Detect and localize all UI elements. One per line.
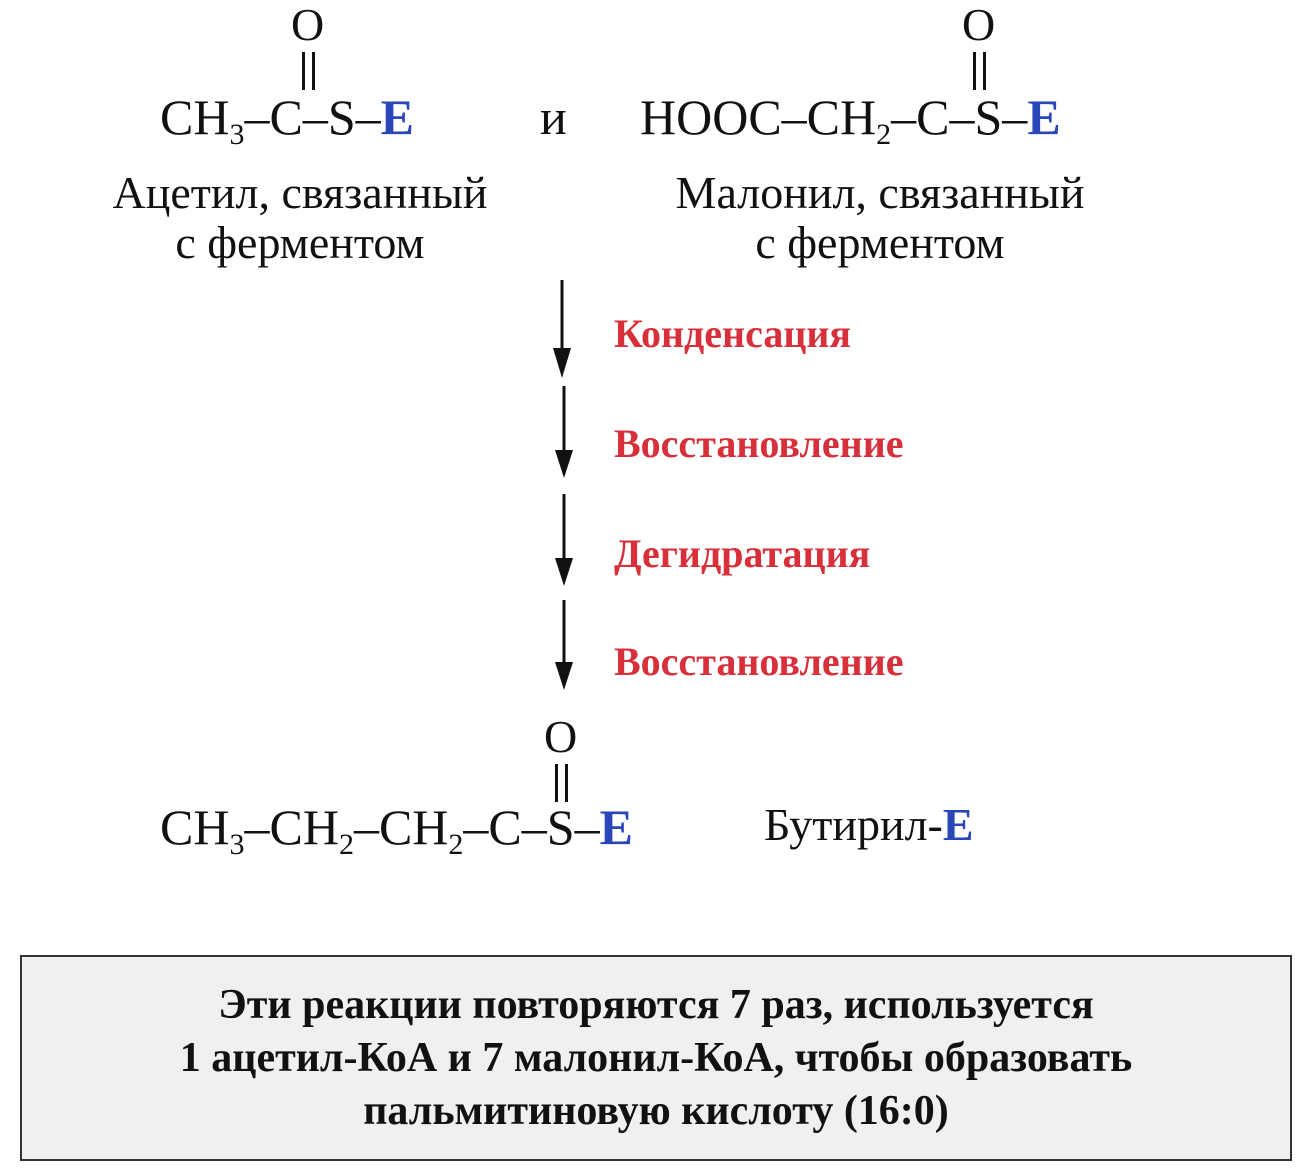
down-arrow-icon [555,386,573,478]
down-arrow-icon [555,600,573,690]
step-reduction-1: Восстановление [614,421,904,466]
acetyl-formula [160,89,414,151]
summary-line1: Эти реакции повторяются 7 раз, используется [218,981,1094,1028]
down-arrow-icon [553,280,571,378]
acetyl-ch-sub: 3 [229,118,245,151]
butyryl-oxygen: O [544,711,578,762]
summary-line2: 1 ацетил-КоА и 7 малонил-КоА, чтобы образовать [179,1034,1133,1081]
malonyl-caption [630,168,1130,268]
malonyl-caption-line1: Малонил, связанный [675,167,1085,218]
butyryl-ch2a-sub: 2 [338,828,354,861]
butyryl-double-bond [553,764,571,802]
step-reduction-2: Восстановление [614,639,904,684]
butyryl-enzyme: E [599,799,633,855]
acetyl-ch: CH [160,89,230,145]
summary-line3: пальмитиновую кислоту (16:0) [363,1087,949,1134]
acetyl-enzyme: E [380,89,414,145]
butyryl-formula [160,799,633,861]
malonyl-caption-line2: с ферментом [755,217,1005,268]
butyryl-ch: CH [160,799,230,855]
butyryl-ch2a: –CH [244,799,339,855]
acetyl-caption-line2: с ферментом [175,217,425,268]
acetyl-caption [60,168,540,268]
butyryl-rest: –C–S– [463,799,600,855]
malonyl-rest: –C–S– [891,89,1028,145]
summary-note [20,955,1292,1161]
acetyl-caption-line1: Ацетил, связанный [112,167,488,218]
acetyl-double-bond [300,52,318,90]
butyryl-ch2b: –CH [353,799,449,855]
malonyl-enzyme: E [1027,89,1061,145]
butyryl-label [764,799,974,850]
summary-note-text [106,979,1206,1138]
butyryl-ch-sub: 3 [229,828,245,861]
connector-and: и [540,89,567,145]
malonyl-oxygen: O [962,0,996,50]
acetyl-oxygen: O [291,0,325,50]
butyryl-ch2b-sub: 2 [448,828,464,861]
down-arrow-icon [555,494,573,586]
butyryl-label-text: Бутирил- [764,799,943,850]
acetyl-rest: –C–S– [244,89,381,145]
step-dehydration: Дегидратация [614,531,871,576]
malonyl-formula [640,89,1061,151]
malonyl-double-bond [971,52,989,90]
malonyl-part1: HOOC–CH [640,89,877,145]
reaction-arrows [540,280,590,700]
malonyl-part1-sub: 2 [876,118,892,151]
butyryl-label-enzyme: E [942,799,974,850]
step-condensation: Конденсация [614,311,852,356]
